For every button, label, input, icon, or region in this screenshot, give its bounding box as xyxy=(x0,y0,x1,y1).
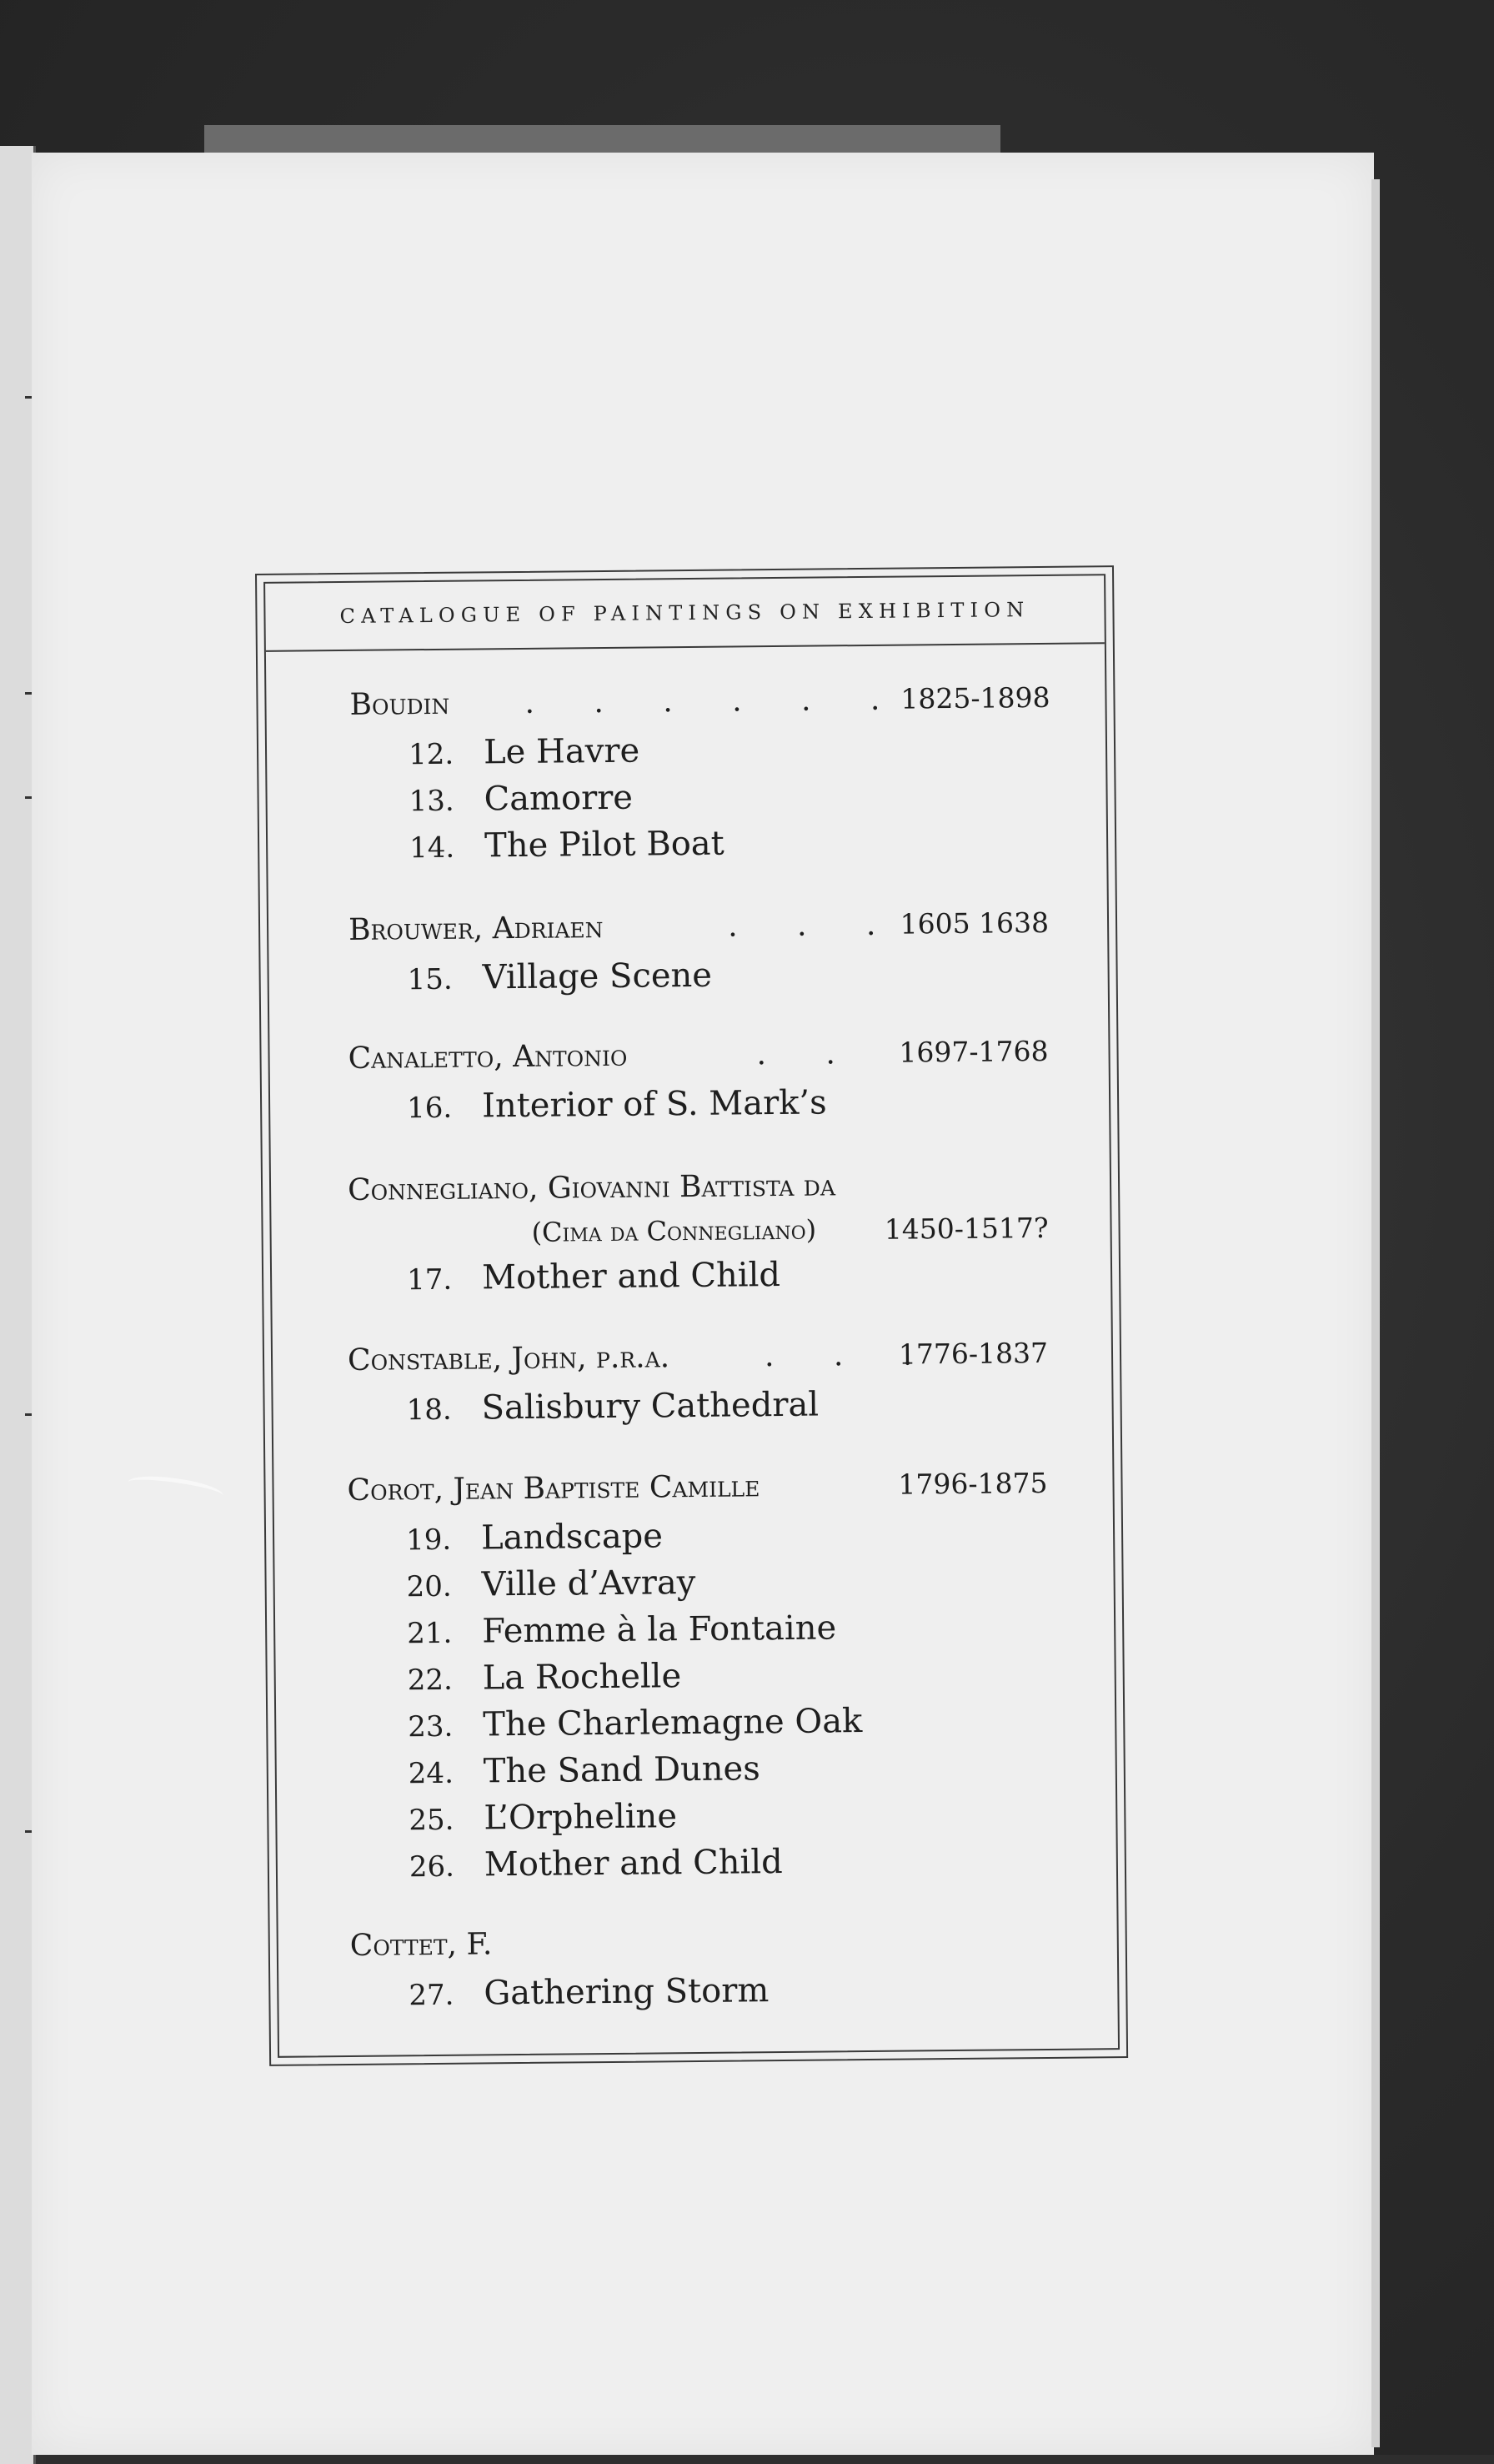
work-number: 20. xyxy=(406,1569,452,1604)
work-title: La Rochelle xyxy=(482,1657,682,1698)
artist-name: Brouwer, Adriaen xyxy=(348,911,604,947)
page-scuff xyxy=(127,1472,224,1506)
work-number: 21. xyxy=(407,1616,453,1651)
work-number: 27. xyxy=(409,1978,454,2013)
work-title: The Pilot Boat xyxy=(484,824,724,866)
artist-entry xyxy=(349,681,1050,730)
artist-dates: 1796-1875 xyxy=(898,1466,1048,1501)
page-right-edge xyxy=(1371,179,1380,2447)
work-number: 26. xyxy=(409,1849,455,1884)
catalogue-header: CATALOGUE OF PAINTINGS ON EXHIBITION xyxy=(265,575,1105,652)
artist-entry xyxy=(348,1035,1048,1083)
artist-dates: 1605 1638 xyxy=(900,906,1050,941)
work-item xyxy=(407,1608,836,1658)
dot-leader: . . . xyxy=(764,1337,938,1374)
work-item xyxy=(406,1563,695,1611)
artist-name: Corot, Jean Baptiste Camille xyxy=(347,1469,760,1508)
work-title: The Sand Dunes xyxy=(483,1749,760,1791)
work-title: Femme à la Fontaine xyxy=(481,1608,837,1651)
left-page-edge xyxy=(0,146,36,2464)
artist-dates: 1825-1898 xyxy=(900,680,1050,715)
work-item xyxy=(407,1083,827,1132)
work-item xyxy=(409,1797,677,1844)
artist-alt-name: (Cima da Connegliano) xyxy=(531,1213,817,1248)
work-number: 19. xyxy=(405,1523,452,1558)
dot-leader: . . . . . . xyxy=(524,682,905,720)
artist-entry xyxy=(347,1467,1047,1515)
work-title: Interior of S. Mark’s xyxy=(481,1083,827,1126)
work-item xyxy=(409,825,724,873)
work-item xyxy=(408,1702,863,1751)
artist-dates: 1697-1768 xyxy=(899,1034,1049,1069)
catalogue-content xyxy=(265,575,1118,2056)
work-item xyxy=(409,732,640,780)
work-number: 15. xyxy=(407,962,453,997)
work-number: 23. xyxy=(408,1709,454,1744)
work-item xyxy=(407,956,712,1005)
work-title: Camorre xyxy=(484,778,634,819)
work-number: 22. xyxy=(407,1663,454,1698)
artist-entry xyxy=(348,906,1049,955)
work-number: 13. xyxy=(409,784,454,819)
frame-inner-border xyxy=(263,574,1120,2058)
dot-leader: . . xyxy=(756,1036,861,1072)
artist-name: Connegliano, Giovanni Battista da xyxy=(347,1168,836,1207)
work-title: Mother and Child xyxy=(484,1842,783,1884)
work-item xyxy=(408,1657,682,1704)
artist-name: Canaletto, Antonio xyxy=(348,1038,628,1076)
work-title: Gathering Storm xyxy=(484,1971,770,2013)
artist-entry xyxy=(350,1922,1050,1970)
dot-leader: . . . xyxy=(727,907,901,944)
work-title: Salisbury Cathedral xyxy=(481,1385,820,1428)
work-number: 12. xyxy=(408,737,454,772)
artist-entry xyxy=(348,1337,1048,1385)
artist-name: Boudin xyxy=(349,686,450,722)
work-item xyxy=(406,1517,663,1564)
work-number: 14. xyxy=(409,831,455,866)
work-item xyxy=(406,1386,819,1435)
work-title: Mother and Child xyxy=(481,1255,781,1297)
artist-entry xyxy=(348,1167,1048,1215)
artist-name: Constable, John, p.r.a. xyxy=(347,1340,670,1378)
work-item xyxy=(409,1843,783,1891)
work-item xyxy=(409,1971,769,2020)
work-title: L’Orpheline xyxy=(484,1797,678,1838)
catalogue-frame xyxy=(255,565,1128,2066)
work-number: 16. xyxy=(406,1091,453,1126)
work-number: 17. xyxy=(406,1262,453,1297)
work-item xyxy=(407,1256,780,1304)
artist-alt-line xyxy=(348,1212,1048,1257)
work-number: 24. xyxy=(408,1756,454,1791)
work-title: Landscape xyxy=(480,1517,664,1558)
artist-name: Cottet, F. xyxy=(349,1927,493,1963)
artist-dates: 1450-1517? xyxy=(884,1211,1049,1246)
work-item xyxy=(409,1749,760,1798)
work-number: 18. xyxy=(406,1393,452,1428)
work-title: Le Havre xyxy=(483,731,640,772)
work-number: 25. xyxy=(409,1803,454,1838)
artist-dates: 1776-1837 xyxy=(898,1336,1049,1371)
work-title: The Charlemagne Oak xyxy=(483,1702,863,1744)
catalogue-page xyxy=(32,153,1374,2455)
work-title: Ville d’Avray xyxy=(481,1563,696,1604)
work-title: Village Scene xyxy=(482,956,713,997)
work-item xyxy=(409,779,633,826)
